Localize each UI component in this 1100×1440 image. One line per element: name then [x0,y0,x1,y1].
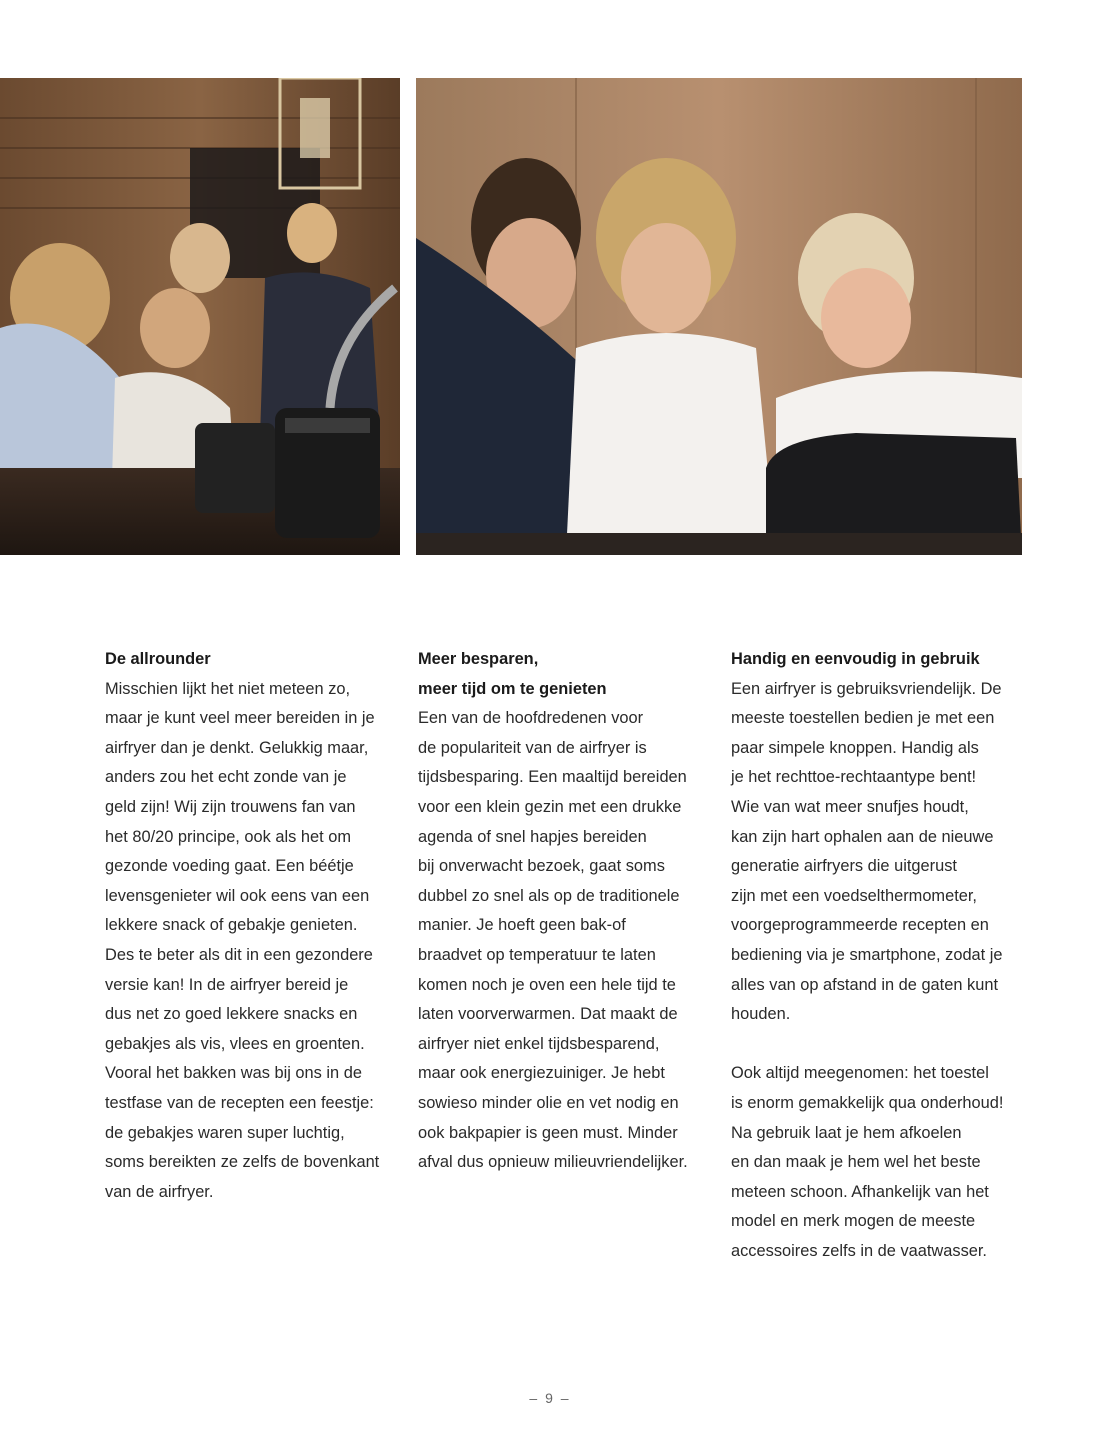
text-line: alles van op afstand in de gaten kunt [731,975,998,994]
text-line: braadvet op temperatuur te laten [418,945,656,964]
text-line: en dan maak je hem wel het beste [731,1153,981,1172]
text-line: tijdsbesparing. Een maaltijd bereiden [418,768,687,787]
column-de-allrounder [105,645,405,1207]
text-line: je het rechttoe-rechtaantype bent! [731,768,977,787]
text-line: de gebakjes waren super luchtig, [105,1123,345,1142]
text-line: kan zijn hart ophalen aan de nieuwe [731,827,994,846]
text-line: generatie airfryers die uitgerust [731,857,957,876]
text-line: manier. Je hoeft geen bak-of [418,916,626,935]
photo-family-kitchen [0,78,400,555]
text-line: ook bakpapier is geen must. Minder [418,1123,678,1142]
text-line: bediening via je smartphone, zodat je [731,945,1003,964]
text-line: voor een klein gezin met een drukke [418,797,682,816]
text-line: testfase van de recepten een feestje: [105,1093,374,1112]
column-body [731,675,1031,1267]
text-line: Misschien lijkt het niet meteen zo, [105,679,351,698]
text-line: Ook altijd meegenomen: het toestel [731,1064,989,1083]
text-line: levensgenieter wil ook eens van een [105,886,370,905]
text-line: Een airfryer is gebruiksvriendelijk. De [731,679,1002,698]
text-line: maar je kunt veel meer bereiden in je [105,709,375,728]
page-number: – 9 – [529,1390,571,1406]
text-line: Een van de hoofdredenen voor [418,709,644,728]
text-line: anders zou het echt zonde van je [105,768,347,787]
column-heading: De allrounder [105,650,211,668]
column-handig-en-eenvoudig [731,645,1031,1266]
column-heading: Meer besparen, meer tijd om te genieten [418,650,607,698]
text-line: accessoires zelfs in de vaatwasser. [731,1241,987,1260]
text-line: het 80/20 principe, ook als het om [105,827,352,846]
column-body [418,704,718,1178]
text-line: meeste toestellen bedien je met een [731,709,995,728]
text-line: Des te beter als dit in een gezondere [105,945,373,964]
text-line: gezonde voeding gaat. Een béétje [105,857,354,876]
text-line: versie kan! In de airfryer bereid je [105,975,349,994]
text-line: Wie van wat meer snufjes houdt, [731,797,969,816]
photo-three-people-airfryer [416,78,1022,555]
column-meer-besparen [418,645,718,1178]
text-line: Na gebruik laat je hem afkoelen [731,1123,962,1142]
text-line: dus net zo goed lekkere snacks en [105,1005,358,1024]
paragraph-gap [731,1030,1031,1060]
text-line: maar ook energiezuiniger. Je hebt [418,1064,665,1083]
text-line: geld zijn! Wij zijn trouwens fan van [105,797,356,816]
text-line: afval dus opnieuw milieuvriendelijker. [418,1153,688,1172]
column-body [105,675,405,1208]
column-heading: Handig en eenvoudig in gebruik [731,650,980,668]
text-line: komen noch je oven een hele tijd te [418,975,676,994]
text-line: is enorm gemakkelijk qua onderhoud! [731,1093,1004,1112]
text-line: sowieso minder olie en vet nodig en [418,1093,679,1112]
text-line: de populariteit van de airfryer is [418,738,647,757]
text-line: agenda of snel hapjes bereiden [418,827,647,846]
text-line: dubbel zo snel als op de traditionele [418,886,680,905]
text-line: airfryer niet enkel tijdsbesparend, [418,1034,660,1053]
text-line: bij onverwacht bezoek, gaat soms [418,857,665,876]
text-line: soms bereikten ze zelfs de bovenkant [105,1153,380,1172]
text-line: houden. [731,1005,791,1024]
text-line: model en merk mogen de meeste [731,1212,976,1231]
text-line: van de airfryer. [105,1182,214,1201]
text-line: Vooral het bakken was bij ons in de [105,1064,362,1083]
text-line: airfryer dan je denkt. Gelukkig maar, [105,738,369,757]
text-line: voorgeprogrammeerde recepten en [731,916,989,935]
text-line: zijn met een voedselthermometer, [731,886,977,905]
text-line: meteen schoon. Afhankelijk van het [731,1182,989,1201]
text-line: lekkere snack of gebakje genieten. [105,916,358,935]
text-line: gebakjes als vis, vlees en groenten. [105,1034,365,1053]
text-line: laten voorverwarmen. Dat maakt de [418,1005,678,1024]
text-line: paar simpele knoppen. Handig als [731,738,979,757]
